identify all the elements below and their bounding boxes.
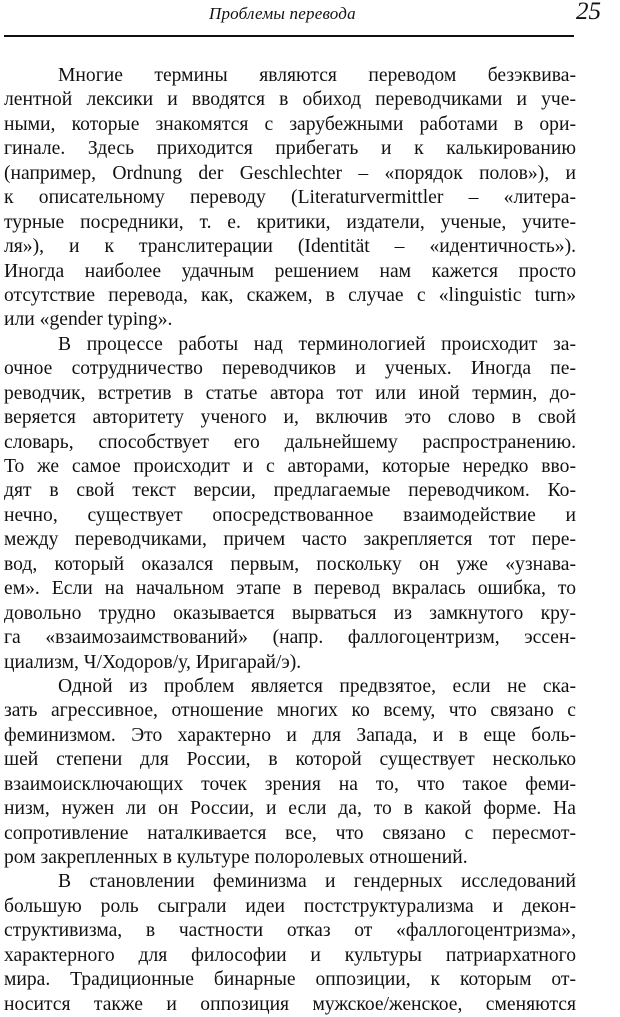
text-line: веряется авторитету ученого и, включив это слово в свой bbox=[4, 407, 576, 429]
text-line: ными, которые знакомятся с зарубежными работами в ори- bbox=[4, 113, 576, 135]
text-line: (например, Ordnung der Geschlechter – «порядок полов»), и bbox=[4, 162, 576, 184]
text-line: Одной из проблем является предвзятое, если не ска- bbox=[58, 675, 576, 697]
text-line: ля»), и к транслитерации (Identität – «идентичность»). bbox=[4, 236, 576, 258]
text-line: ем». Если на начальном этапе в перевод вкралась ошибка, то bbox=[4, 578, 576, 600]
text-line: мира. Традиционные бинарные оппозиции, к которым от- bbox=[4, 969, 576, 991]
paragraph bbox=[4, 333, 576, 675]
text-line: То же самое происходит и с авторами, которые нередко вво- bbox=[4, 456, 576, 477]
text-line: га «взаимозаимствований» (напр. фаллогоцентризм, эссен- bbox=[4, 627, 576, 649]
text-line: реводчик, встретив в статье автора тот или иной термин, до- bbox=[4, 382, 576, 404]
text-line: сопротивление наталкивается все, что связано с пересмот- bbox=[4, 822, 576, 844]
text-line: очное сотрудничество переводчиков и ученых. Иногда пе- bbox=[4, 358, 576, 380]
paragraph bbox=[4, 675, 576, 871]
body-text bbox=[4, 64, 576, 1017]
text-line: гинале. Здесь приходится прибегать и к калькированию bbox=[4, 138, 576, 160]
text-line: Иногда наиболее удачным решением нам кажется просто bbox=[4, 260, 576, 282]
text-line: отсутствие перевода, как, скажем, в случае с «linguistic turn» bbox=[4, 284, 576, 306]
text-line: или «gender typing». bbox=[4, 309, 173, 331]
text-line: большую роль сыграли идеи постструктурализма и декон- bbox=[4, 895, 576, 917]
text-line: турные посредники, т. е. критики, издатели, ученые, учите- bbox=[4, 211, 576, 233]
text-line: циализм, Ч/Ходоров/у, Иригарай/э). bbox=[4, 651, 302, 673]
text-line: довольно трудно оказывается вырваться из замкнутого кру- bbox=[4, 602, 576, 624]
text-line: нечно, существует опосредствованное взаимодействие и bbox=[4, 504, 576, 526]
text-line: между переводчиками, причем часто закрепляется тот пере- bbox=[4, 529, 576, 551]
text-line: характерного для философии и культуры патриархатного bbox=[4, 944, 576, 966]
paragraph bbox=[4, 870, 576, 1017]
page-number: 25 bbox=[576, 0, 601, 25]
page-header bbox=[0, 0, 620, 40]
text-line: словарь, способствует его дальнейшему распространению. bbox=[4, 431, 576, 453]
paragraph bbox=[4, 64, 576, 333]
header-rule bbox=[4, 35, 574, 37]
text-line: структивизма, в частности отказ от «фаллогоцентризма», bbox=[4, 920, 576, 942]
text-line: В становлении феминизма и гендерных исследований bbox=[58, 871, 576, 893]
text-line: лентной лексики и вводятся в обиход переводчиками и уче- bbox=[4, 89, 576, 111]
text-line: вод, который оказался первым, поскольку он уже «узнава- bbox=[4, 553, 576, 575]
text-line: ром закрепленных в культуре полоролевых отношений. bbox=[4, 847, 468, 868]
text-line: дят в свой текст версии, предлагаемые переводчиком. Ко- bbox=[4, 480, 576, 502]
running-head: Проблемы перевода bbox=[209, 4, 356, 23]
text-line: феминизмом. Это характерно и для Запада, и в еще боль- bbox=[4, 724, 576, 746]
text-line: зать агрессивное, отношение многих ко всему, что связано с bbox=[4, 700, 576, 722]
text-line: В процессе работы над терминологией происходит за- bbox=[58, 333, 576, 355]
text-line: Многие термины являются переводом безэквива- bbox=[58, 65, 576, 86]
text-line: к описательному переводу (Literaturvermittler – «литера- bbox=[4, 187, 576, 209]
text-line: низм, нужен ли он России, и если да, то в какой форме. На bbox=[4, 798, 576, 820]
text-line: взаимоисключающих точек зрения на то, что такое феми- bbox=[4, 773, 576, 795]
text-line: носится также и оппозиция мужское/женское, сменяются bbox=[4, 993, 576, 1015]
text-line: шей степени для России, в которой существует несколько bbox=[4, 749, 576, 771]
